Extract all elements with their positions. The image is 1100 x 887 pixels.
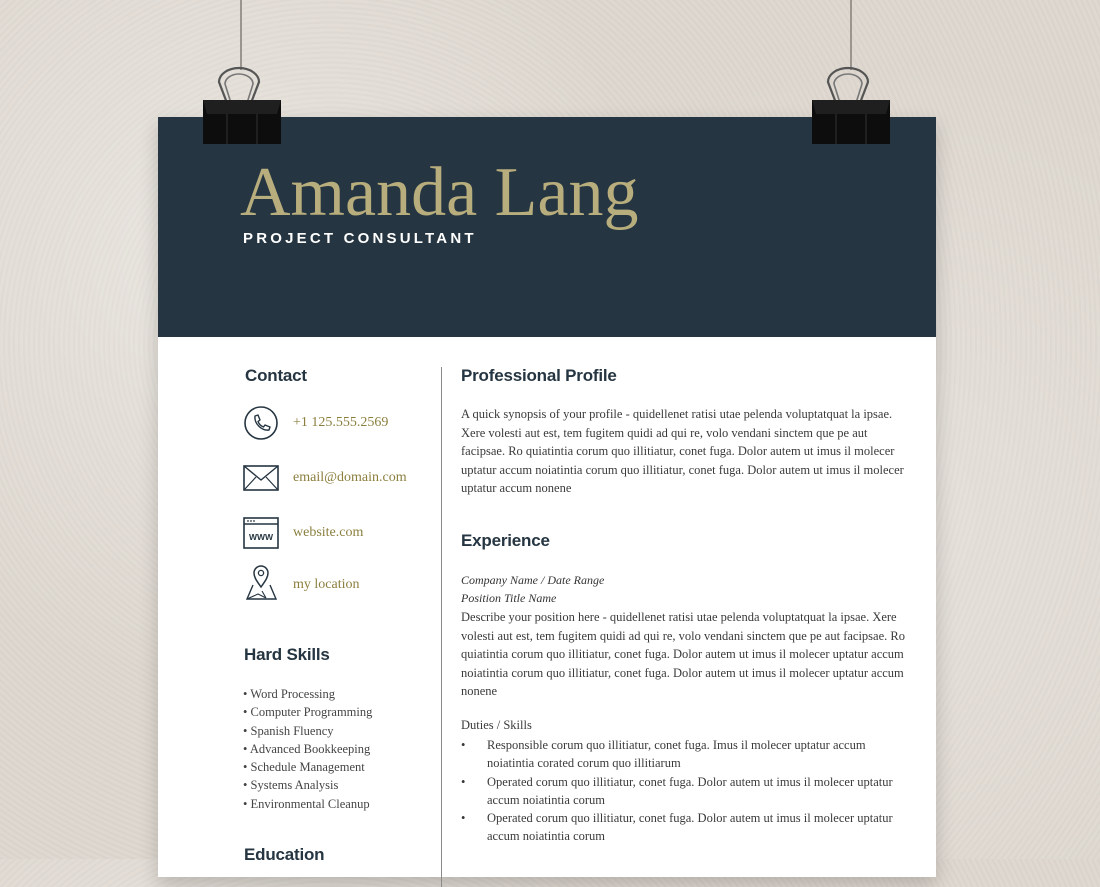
duties-heading: Duties / Skills [461,718,532,732]
email-text: email@domain.com [293,470,407,485]
contact-location [242,563,432,603]
skill-item: • Word Processing [243,685,372,703]
candidate-name: Amanda Lang [240,154,639,231]
contact-email [242,459,432,499]
profile-heading: Professional Profile [461,366,617,385]
website-icon [242,514,282,554]
skill-item: • Environmental Cleanup [243,795,372,813]
education-heading: Education [244,845,325,864]
contact-phone [242,404,432,444]
candidate-title: PROJECT CONSULTANT [243,230,477,247]
location-pin-icon [242,563,282,603]
website-text: website.com [293,525,364,540]
location-text: my location [293,577,360,592]
column-divider [441,367,442,887]
skill-item: • Schedule Management [243,758,372,776]
resume-sheet [158,117,936,877]
skill-item: • Advanced Bookkeeping [243,740,372,758]
duties-list [461,736,911,846]
skill-item: • Systems Analysis [243,776,372,794]
experience-heading: Experience [461,531,550,550]
contact-website [242,514,432,554]
binder-clip-right [806,58,896,150]
skill-item: • Spanish Fluency [243,722,372,740]
hard-skills-heading: Hard Skills [244,645,330,664]
profile-text: A quick synopsis of your profile - quidellenet ratisi utae pelenda voluptatquat la ipsae. Xere volesti aut est, tem fugitem quidi ad qui re, volo vendani sinctem que pe aut facipsae. Ro quiatintia corum quo illitiatur, conet fuga. Dolor autem ut imus il molecer uptatur accum noiatintia corum quo illitiatur, conet fuga. Dolor autem ut imus il molecer uptatur accum nonene [461,407,904,495]
contact-heading: Contact [245,366,307,385]
hard-skills-list [243,685,372,813]
website-icon-label: WWW [248,532,274,542]
duty-item: • Operated corum quo illitiatur, conet fuga. Dolor autem ut imus il molecer uptatur accum noiatintia corum [461,773,911,810]
resume-header [158,117,936,337]
phone-icon [242,404,282,444]
envelope-icon [242,459,282,499]
binder-clip-left [197,58,287,150]
duty-item: • Responsible corum quo illitiatur, conet fuga. Imus il molecer uptatur accum noiatintia corated corum quo illitiarum [461,736,911,773]
company-date: Company Name / Date Range [461,573,605,587]
experience-text: Describe your position here - quidellenet ratisi utae pelenda voluptatquat la ipsae. Xere volesti aut est, tem fugitem quidi ad qui re, volo vendani sinctem que pe aut facipsae. Ro quiatintia corum quo illitiatur, conet fuga. Dolor autem ut imus il molecer uptatur accum noiatintia corum quo illitiatur, conet fuga. Dolor autem ut imus il molecer uptatur accum nonene [461,610,905,698]
skill-item: • Computer Programming [243,703,372,721]
position-title: Position Title Name [461,591,557,605]
phone-text: +1 125.555.2569 [293,415,389,430]
duty-item: • Operated corum quo illitiatur, conet fuga. Dolor autem ut imus il molecer uptatur accum noiatintia corum [461,809,911,846]
